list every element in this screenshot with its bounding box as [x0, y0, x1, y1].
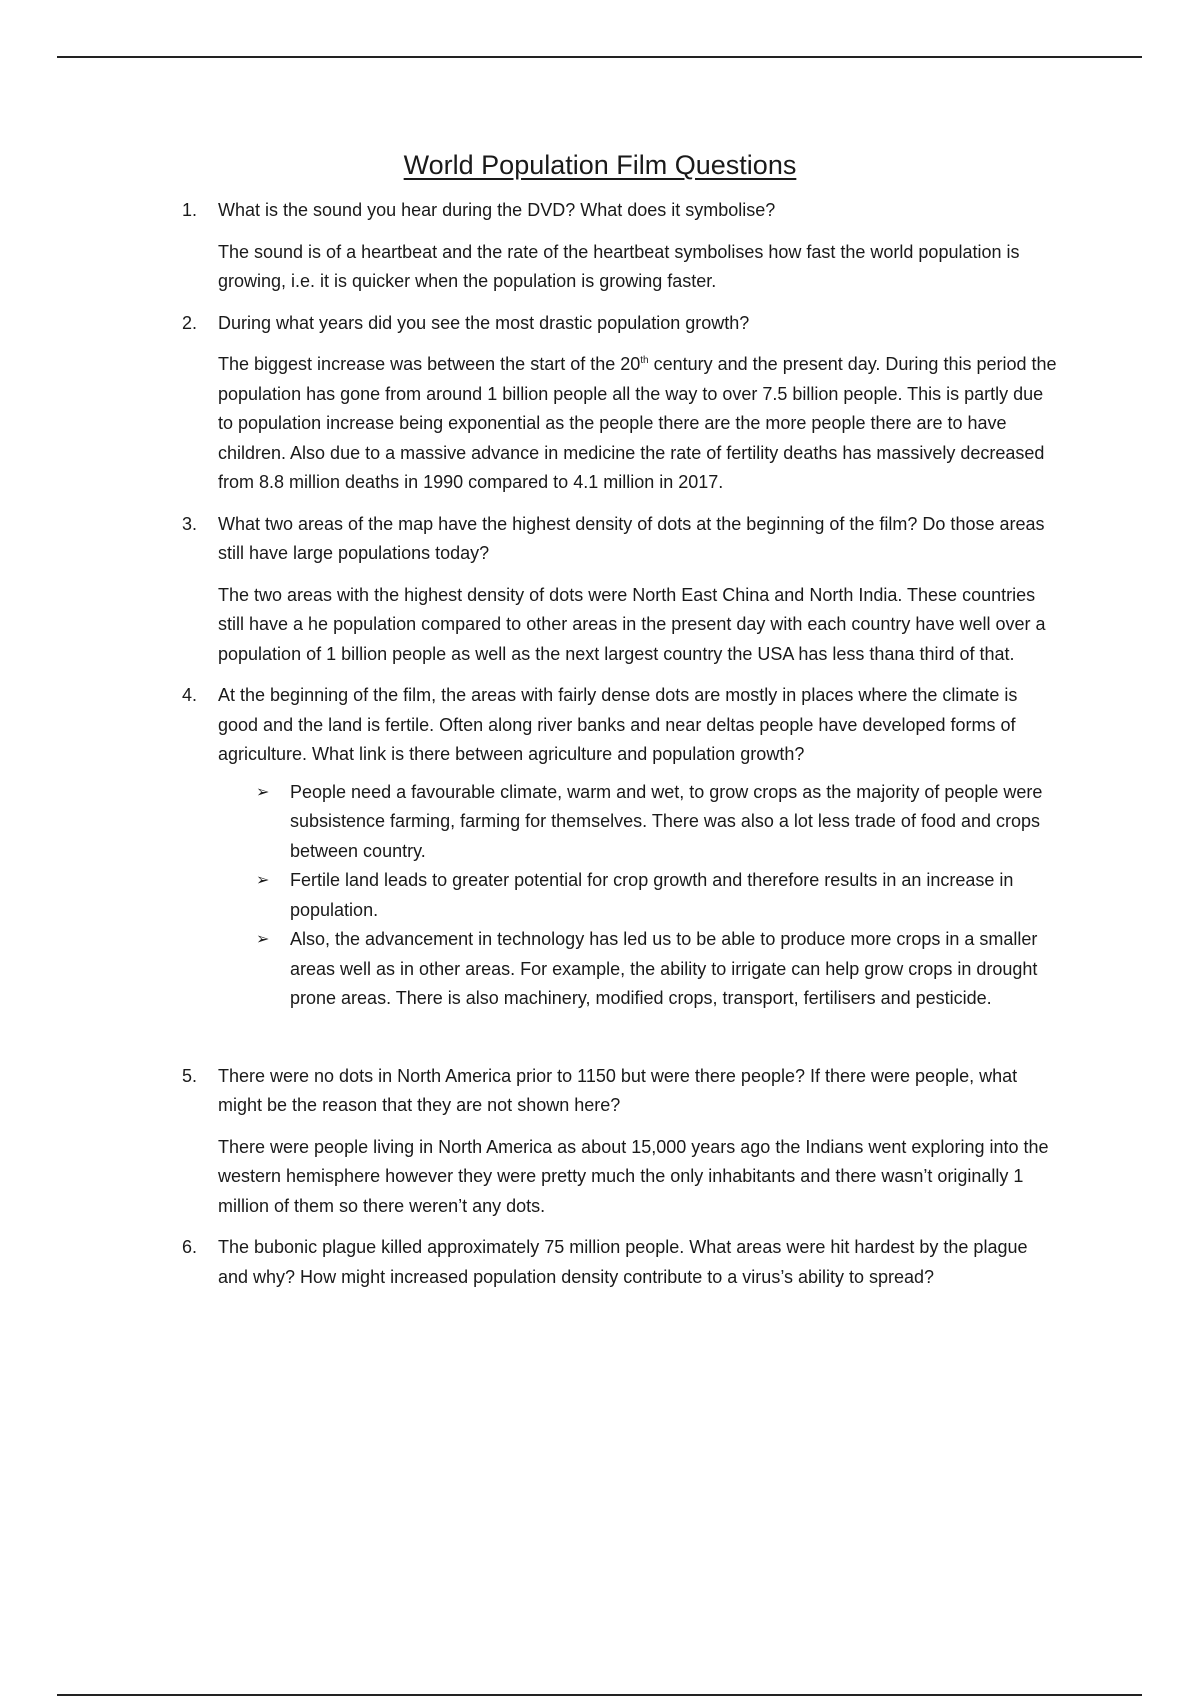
answer-5: There were people living in North America as about 15,000 years ago the Indians went exploring into the western hemisphere however they were pretty much the only inhabitants and there wasn’t originally 1 million of them so there weren’t any dots.	[218, 1136, 1049, 1216]
document-body	[0, 148, 1200, 1292]
question-block-5	[0, 1062, 1200, 1222]
superscript-th: th	[640, 355, 649, 366]
question-block-3	[0, 510, 1200, 670]
bullet-text: People need a favourable climate, warm and wet, to grow crops as the majority of people were subsistence farming, farming for themselves. There was also a lot less trade of food and crops between country.	[290, 781, 1043, 861]
question-text: During what years did you see the most drastic population growth?	[218, 312, 750, 333]
page-title: World Population Film Questions	[403, 150, 797, 180]
question-number: 4.	[182, 685, 198, 705]
question-4	[182, 681, 1060, 770]
answer-text: The biggest increase was between the start of the 20	[218, 354, 641, 374]
top-divider	[57, 56, 1142, 58]
bullet-text: Also, the advancement in technology has led us to be able to produce more crops in a smaller areas well as in other areas. For example, the ability to irrigate can help grow crops in drought prone areas. There is also machinery, modified crops, transport, fertilisers and pesticide.	[290, 929, 1038, 1008]
question-6	[182, 1233, 1060, 1292]
arrowhead-bullet-icon: ➢	[256, 783, 270, 801]
question-3	[182, 510, 1060, 569]
question-number: 5.	[182, 1065, 198, 1086]
question-1	[182, 196, 1060, 226]
question-number: 1.	[182, 200, 198, 220]
answer-4-bullet-list	[218, 778, 1060, 1014]
question-number: 3.	[182, 513, 198, 534]
list-item	[256, 778, 1060, 867]
list-item	[256, 925, 1060, 1014]
arrowhead-bullet-icon: ➢	[256, 931, 270, 948]
question-block-4	[0, 681, 1200, 1014]
question-block-6	[0, 1233, 1200, 1292]
question-block-1	[0, 196, 1200, 297]
bottom-divider	[57, 1694, 1142, 1696]
question-block-2	[0, 309, 1200, 498]
arrowhead-bullet-icon: ➢	[256, 872, 270, 889]
spacer	[0, 1014, 1200, 1062]
question-text: The bubonic plague killed approximately 75 million people. What areas were hit hardest by the plague and why? How might increased population density contribute to a virus’s ability to spread?	[218, 1237, 1028, 1287]
answer-1: The sound is of a heartbeat and the rate of the heartbeat symbolises how fast the world population is growing, i.e. it is quicker when the population is growing faster.	[218, 241, 1020, 291]
question-5	[182, 1062, 1060, 1121]
question-text: There were no dots in North America prior to 1150 but were there people? If there were people, what might be the reason that they are not shown here?	[218, 1065, 1018, 1115]
question-2	[182, 309, 1060, 339]
question-number: 6.	[182, 1237, 198, 1257]
answer-2	[218, 350, 1060, 498]
question-number: 2.	[182, 312, 198, 333]
question-text: What two areas of the map have the highest density of dots at the beginning of the film? Do those areas still have large populations today?	[218, 513, 1045, 563]
answer-text: century and the present day. During this period the population has gone from around 1 billion people all the way to over 7.5 billion people. This is partly due to population increase being exponential as the people there are the more people there are to have children. Also due to a massive advance in medicine the rate of fertility deaths has massively decreased from 8.8 million deaths in 1990 compared to 4.1 million in 2017.	[218, 354, 1057, 492]
list-item	[256, 866, 1060, 925]
question-text: What is the sound you hear during the DVD? What does it symbolise?	[218, 200, 776, 220]
bullet-text: Fertile land leads to greater potential for crop growth and therefore results in an increase in population.	[290, 870, 1014, 920]
question-text: At the beginning of the film, the areas with fairly dense dots are mostly in places where the climate is good and the land is fertile. Often along river banks and near deltas people have developed forms of agriculture. What link is there between agriculture and population growth?	[218, 685, 1018, 764]
answer-3: The two areas with the highest density of dots were North East China and North India. These countries still have a he population compared to other areas in the present day with each country have well over a population of 1 billion people as well as the next largest country the USA has less thana third of that.	[218, 584, 1046, 664]
